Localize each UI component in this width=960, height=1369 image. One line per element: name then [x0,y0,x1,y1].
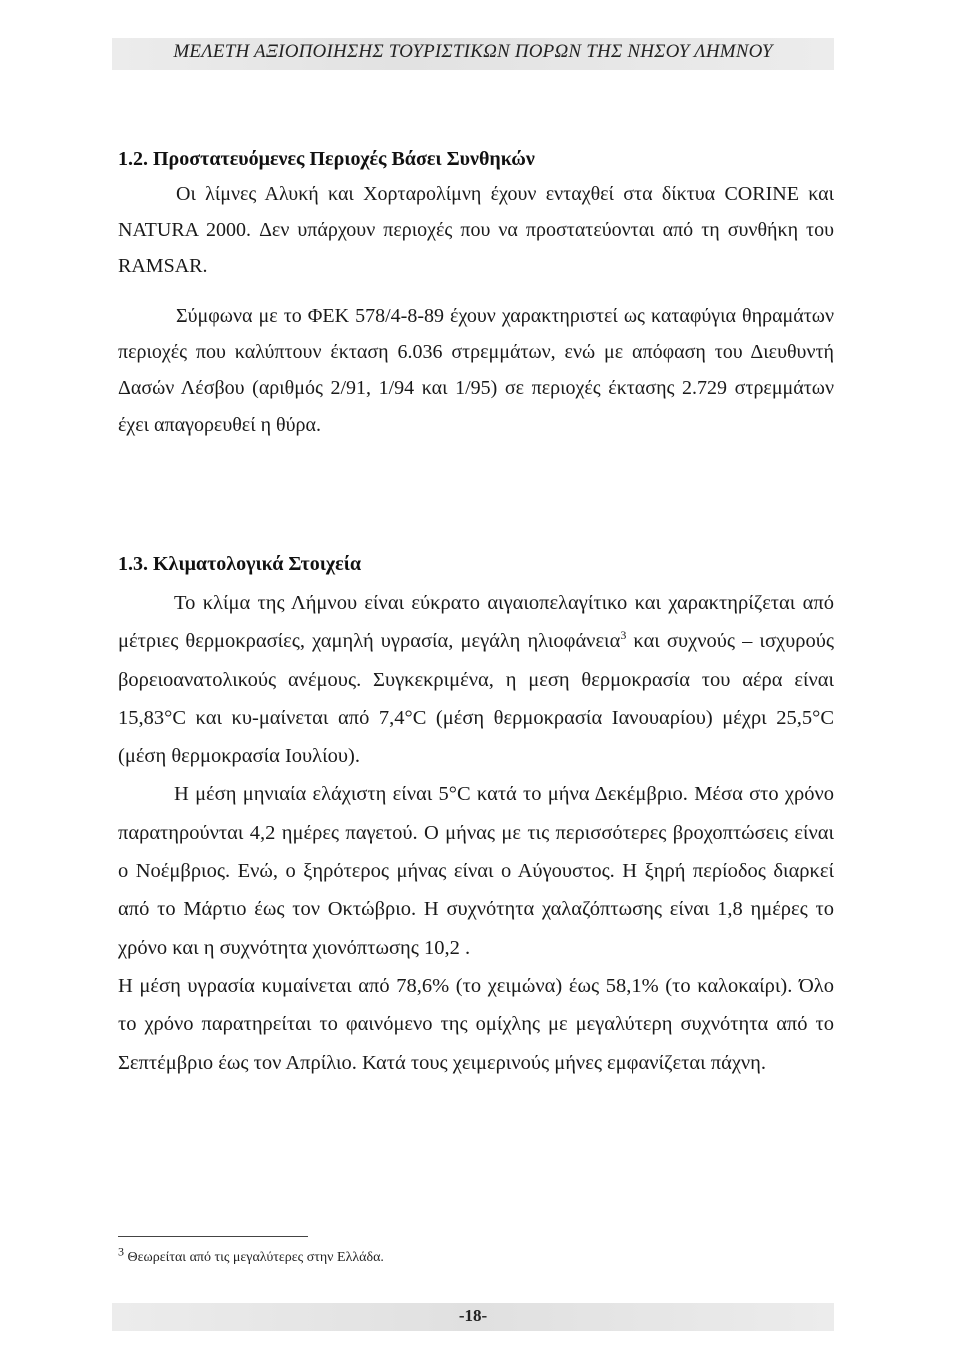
paragraph-wetlands-text: Οι λίμνες Αλυκή και Χορταρολίμνη έχουν ενταχθεί στα δίκτυα CORINE και NATURA 2000. Δεν υπάρχουν περιοχές που να προστατεύονται από τη συνθήκη του RAMSAR. [118,183,834,278]
footnote [118,1244,384,1266]
paragraph-climate-text-a: Το κλίμα της Λήμνου είναι εύκρατο αιγαιοπελαγίτικο και χαρακτηρίζεται από μέτριες θερμοκρασίες, χαμηλή υγρασία, μεγάλη ηλιοφάνεια [118,592,834,653]
page-number: -18- [458,1306,488,1325]
section-heading-1-3: 1.3. Κλιματολογικά Στοιχεία [118,553,362,575]
paragraph-climate-extremes: Η μέση μηνιαία ελάχιστη είναι 5°C κατά το μήνα Δεκέμβριο. Μέσα στο χρόνο παρατηρούνται 4,2 ημέρες παγετού. Ο μήνας με τις περισσότερες βροχοπτώσεις είναι ο Νοέμβριος. Ενώ, ο ξηρότερος μήνας είναι ο Αύγουστος. Η ξηρή περίοδος διαρκεί από το Μάρτιο έως τον Οκτώβριο. Η συχνότητα χαλαζόπτωσης είναι 1,8 ημέρες το χρόνο και η συχνότητα χιονόπτωσης 10,2 . [118,783,834,959]
footnote-separator [118,1236,308,1237]
section-heading-1-2: 1.2. Προστατευόμενες Περιοχές Βάσει Συνθηκών [118,148,535,170]
climate-text [118,584,834,1082]
paragraph-climate-general [118,584,834,775]
footnote-ref: 3 [620,628,627,643]
paragraph-climate-text-b: και συχνούς – ισχυρούς βορειοανατολικούς ανέμους. Συγκεκριμένα, η μεση θερμοκρασία του αέρα είναι 15,83°C και κυ-μαίνεται από 7,4°C (μέση θερμοκρασία Ιανουαρίου) μέχρι 25,5°C (μέση θερμοκρασία Ιουλίου). [118,630,834,768]
paragraph-game-refuges-text: Σύμφωνα με το ΦΕΚ 578/4-8-89 έχουν χαρακτηριστεί ως καταφύγια θηραμάτων περιοχές που καλύπτουν έκταση 6.036 στρεμμάτων, ενώ με απόφαση του Διευθυντή Δασών Λέσβου (αριθμός 2/91, 1/94 και 1/95) σε περιοχές έκτασης 2.729 στρεμμάτων έχει απαγορευθεί η θύρα. [118,305,834,436]
paragraph-game-refuges [118,298,834,443]
paragraph-wetlands [118,176,834,285]
paragraph-humidity: Η μέση υγρασία κυμαίνεται από 78,6% (το χειμώνα) έως 58,1% (το καλοκαίρι). Όλο το χρόνο παρατηρείται το φαινόμενο της ομίχλης με μεγαλύτερη συχνότητα από το Σεπτέμβριο έως τον Απρίλιο. Κατά τους χειμερινούς μήνες εμφανίζεται πάχνη. [118,974,834,1074]
running-header: ΜΕΛΕΤΗ ΑΞΙΟΠΟΙΗΣΗΣ ΤΟΥΡΙΣΤΙΚΩΝ ΠΟΡΩΝ ΤΗΣ ΝΗΣΟΥ ΛΗΜΝΟΥ [173,41,773,62]
footnote-marker: 3 [118,1244,124,1259]
footnote-text: Θεωρείται από τις μεγαλύτερες στην Ελλάδα. [124,1250,384,1265]
